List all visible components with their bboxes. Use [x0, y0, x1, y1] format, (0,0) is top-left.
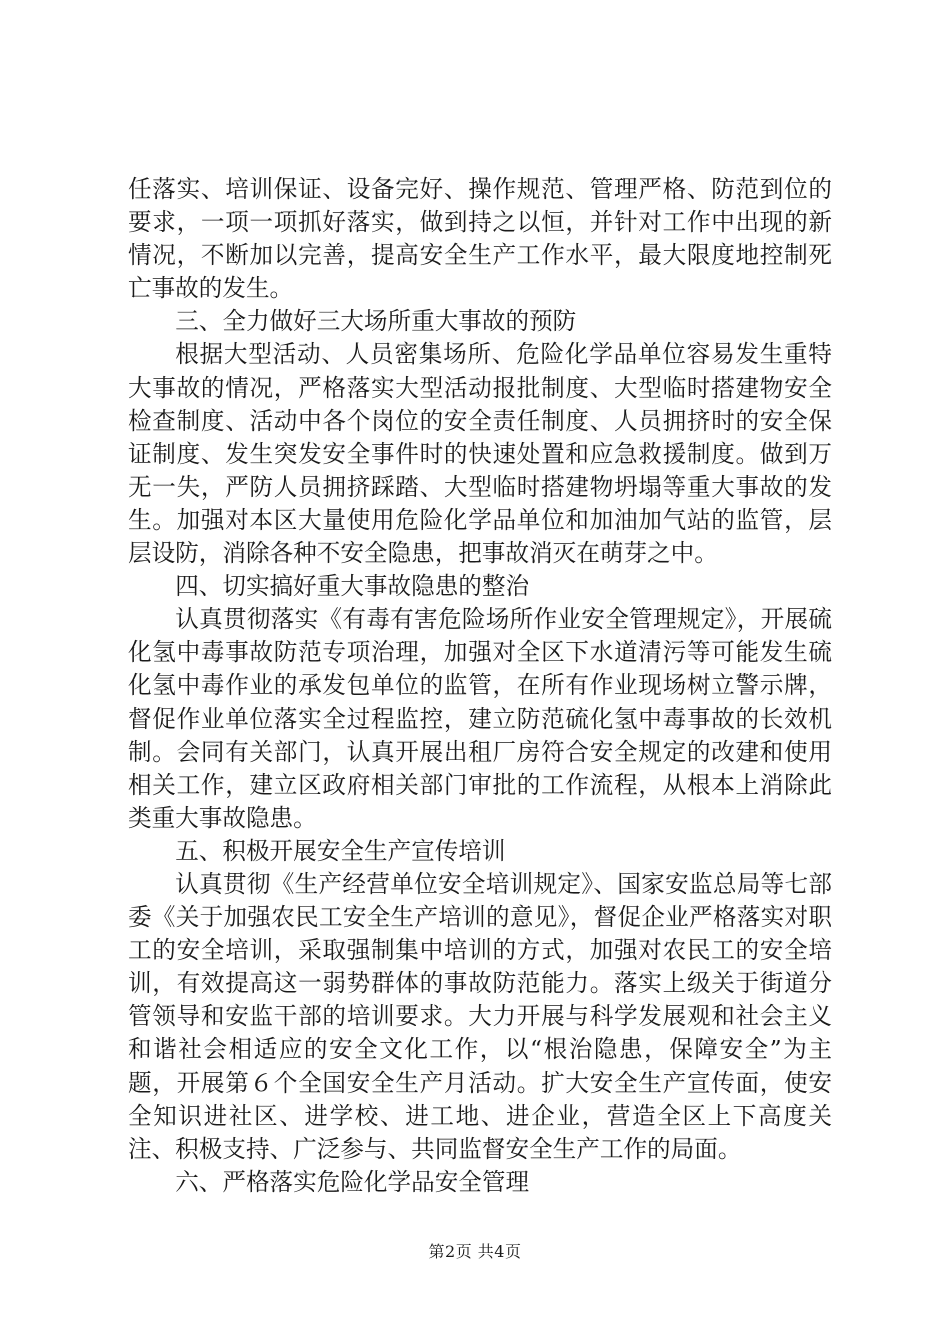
paragraph-continuation: 任落实、培训保证、设备完好、操作规范、管理严格、防范到位的要求，一项一项抓好落实，做到持之以恒，并针对工作中出现的新情况，不断加以完善，提高安全生产工作水平，最大限度地控制死亡事故的发生。: [128, 175, 832, 303]
paragraph-hazard-rectification: 认真贯彻落实《有毒有害危险场所作业安全管理规定》，开展硫化氢中毒事故防范专项治理，加强对全区下水道清污等可能发生硫化氢中毒作业的承发包单位的监管，在所有作业现场树立警示牌，督促作业单位落实全过程监控，建立防范硫化氢中毒事故的长效机制。会同有关部门，认真开展出租厂房符合安全规定的改建和使用相关工作，建立区政府相关部门审批的工作流程，从根本上消除此类重大事故隐患。: [128, 605, 832, 832]
document-body: [128, 173, 832, 1199]
section-heading-5: 五、积极开展安全生产宣传培训: [175, 836, 506, 865]
section-heading-3: 三、全力做好三大场所重大事故的预防: [175, 307, 577, 336]
paragraph-safety-training: 认真贯彻《生产经营单位安全培训规定》、国家安监总局等七部委《关于加强农民工安全生产培训的意见》，督促企业严格落实对职工的安全培训，采取强制集中培训的方式，加强对农民工的安全培训，有效提高这一弱势群体的事故防范能力。落实上级关于街道分管领导和安监干部的培训要求。大力开展与科学发展观和社会主义和谐社会相适应的安全文化工作，以“根治隐患，保障安全”为主题，开展第６个全国安全生产月活动。扩大安全生产宣传面，使安全知识进社区、进学校、进工地、进企业，营造全区上下高度关注、积极支持、广泛参与、共同监督安全生产工作的局面。: [128, 869, 832, 1163]
section-heading-6: 六、严格落实危险化学品安全管理: [175, 1167, 530, 1196]
paragraph-major-venues: 根据大型活动、人员密集场所、危险化学品单位容易发生重特大事故的情况，严格落实大型活动报批制度、大型临时搭建物安全检查制度、活动中各个岗位的安全责任制度、人员拥挤时的安全保证制度、发生突发安全事件时的快速处置和应急救援制度。做到万无一失，严防人员拥挤踩踏、大型临时搭建物坍塌等重大事故的发生。加强对本区大量使用危险化学品单位和加油加气站的监管，层层设防，消除各种不安全隐患，把事故消灭在萌芽之中。: [128, 340, 832, 568]
page-number-footer: 第2页 共4页: [428, 1242, 522, 1261]
section-heading-4: 四、切实搞好重大事故隐患的整治: [175, 572, 530, 601]
